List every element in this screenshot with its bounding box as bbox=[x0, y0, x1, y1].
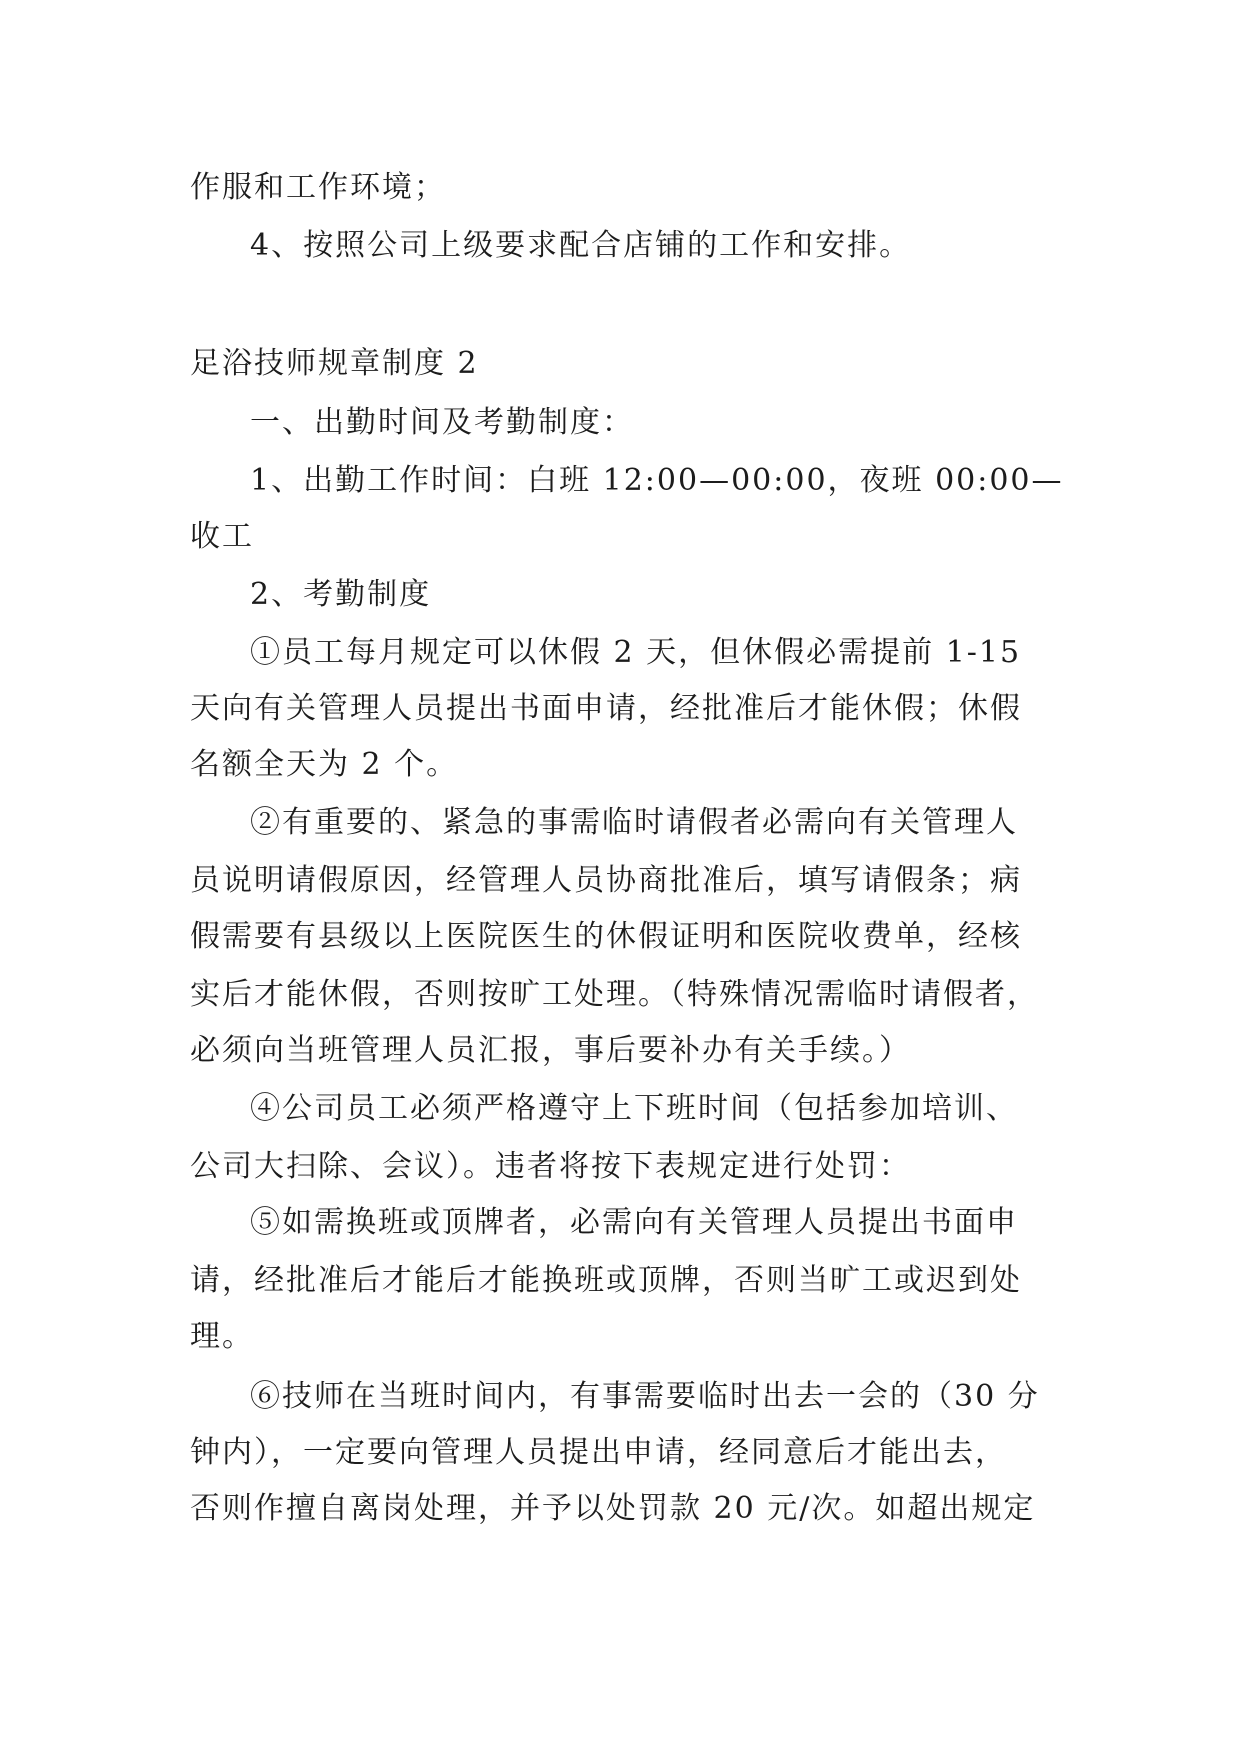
text-line: 请，经批准后才能后才能换班或顶牌，否则当旷工或迟到处 bbox=[190, 1263, 1022, 1298]
text-line: 必须向当班管理人员汇报，事后要补办有关手续。） bbox=[190, 1033, 911, 1068]
text-line: ⑥技师在当班时间内，有事需要临时出去一会的（30 分 bbox=[250, 1379, 1040, 1414]
text-line: 1、出勤工作时间：白班 12:00—00:00，夜班 00:00— bbox=[250, 463, 1064, 498]
text-line: 作服和工作环境； bbox=[190, 170, 446, 205]
text-line: ①员工每月规定可以休假 2 天，但休假必需提前 1-15 bbox=[250, 635, 1022, 670]
text-line: 名额全天为 2 个。 bbox=[190, 747, 459, 782]
section-title: 足浴技师规章制度 2 bbox=[190, 346, 479, 381]
text-line: 钟内），一定要向管理人员提出申请，经同意后才能出去， bbox=[190, 1435, 1007, 1470]
text-line: 理。 bbox=[190, 1319, 254, 1354]
text-line: 收工 bbox=[190, 519, 254, 554]
text-line: 天向有关管理人员提出书面申请，经批准后才能休假；休假 bbox=[190, 691, 1022, 726]
text-line: ②有重要的、紧急的事需临时请假者必需向有关管理人 bbox=[250, 805, 1018, 840]
text-line: 假需要有县级以上医院医生的休假证明和医院收费单，经核 bbox=[190, 919, 1022, 954]
text-line: 2、考勤制度 bbox=[250, 577, 432, 612]
text-line: 员说明请假原因，经管理人员协商批准后，填写请假条；病 bbox=[190, 863, 1022, 898]
text-line: 否则作擅自离岗处理，并予以处罚款 20 元/次。如超出规定 bbox=[190, 1491, 1036, 1526]
text-line: 公司大扫除、会议）。违者将按下表规定进行处罚： bbox=[190, 1149, 911, 1184]
text-line: 一、出勤时间及考勤制度： bbox=[250, 405, 634, 440]
text-line: 实后才能休假，否则按旷工处理。（特殊情况需临时请假者， bbox=[190, 977, 1039, 1012]
text-line: ⑤如需换班或顶牌者，必需向有关管理人员提出书面申 bbox=[250, 1205, 1018, 1240]
text-line: ④公司员工必须严格遵守上下班时间（包括参加培训、 bbox=[250, 1091, 1018, 1126]
text-line: 4、按照公司上级要求配合店铺的工作和安排。 bbox=[250, 228, 912, 263]
